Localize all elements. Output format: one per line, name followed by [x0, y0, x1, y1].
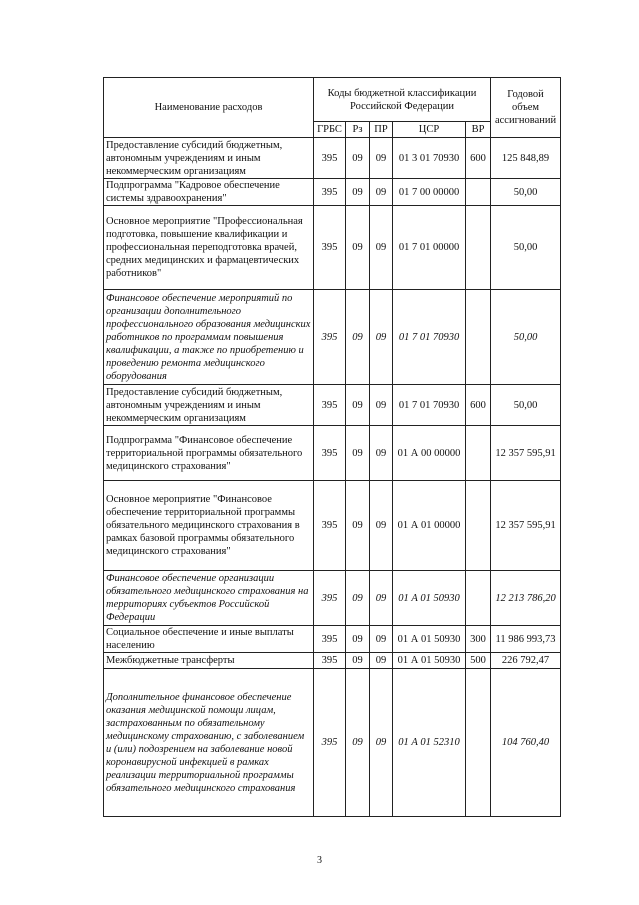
row-rz: 09	[346, 669, 370, 817]
row-grbs: 395	[314, 626, 346, 653]
row-rz: 09	[346, 179, 370, 206]
table-row	[104, 385, 561, 426]
table-row	[104, 290, 561, 385]
row-rz: 09	[346, 653, 370, 669]
row-csr: 01 А 01 50930	[393, 626, 466, 653]
header-csr: ЦСР	[393, 122, 466, 138]
row-name: Предоставление субсидий бюджетным, автономным учреждениям и иным некоммерческим организациям	[104, 385, 314, 426]
row-rz: 09	[346, 426, 370, 481]
row-pr: 09	[370, 653, 393, 669]
row-grbs: 395	[314, 179, 346, 206]
row-pr: 09	[370, 138, 393, 179]
row-name: Финансовое обеспечение мероприятий по организации дополнительного профессионального образования медицинских работников по программам повышения квалификации, а также по приобретению и проведению ремонта медицинского оборудования	[104, 290, 314, 385]
row-vr: 600	[466, 138, 491, 179]
table-row	[104, 138, 561, 179]
row-rz: 09	[346, 206, 370, 290]
row-name: Дополнительное финансовое обеспечение оказания медицинской помощи лицам, застрахованным по обязательному медицинскому страхованию, с заболеванием и (или) подозрением на заболевание новой коронавирусной инфекцией в рамках реализации территориальной программы обязательного медицинского страхования	[104, 669, 314, 817]
table-row	[104, 206, 561, 290]
row-rz: 09	[346, 385, 370, 426]
row-vr	[466, 290, 491, 385]
header-rz: Рз	[346, 122, 370, 138]
row-sum: 50,00	[491, 179, 561, 206]
row-sum: 12 213 786,20	[491, 571, 561, 626]
row-rz: 09	[346, 138, 370, 179]
row-sum: 50,00	[491, 206, 561, 290]
row-pr: 09	[370, 571, 393, 626]
row-vr: 300	[466, 626, 491, 653]
table-row	[104, 571, 561, 626]
table-body	[104, 138, 561, 817]
row-vr	[466, 669, 491, 817]
row-name: Финансовое обеспечение организации обязательного медицинского страхования на территориях субъектов Российской Федерации	[104, 571, 314, 626]
row-vr: 600	[466, 385, 491, 426]
row-name: Межбюджетные трансферты	[104, 653, 314, 669]
table-row	[104, 426, 561, 481]
table-row	[104, 626, 561, 653]
table-row	[104, 481, 561, 571]
row-csr: 01 7 00 00000	[393, 179, 466, 206]
row-pr: 09	[370, 385, 393, 426]
row-vr	[466, 571, 491, 626]
budget-table	[103, 77, 561, 817]
row-pr: 09	[370, 626, 393, 653]
row-name: Предоставление субсидий бюджетным, автономным учреждениям и иным некоммерческим организациям	[104, 138, 314, 179]
row-name: Социальное обеспечение и иные выплаты населению	[104, 626, 314, 653]
row-csr: 01 А 01 50930	[393, 653, 466, 669]
table-row	[104, 669, 561, 817]
row-vr	[466, 206, 491, 290]
row-name: Основное мероприятие "Финансовое обеспечение территориальной программы обязательного медицинского страхования в рамках базовой программы обязательного медицинского страхования"	[104, 481, 314, 571]
row-sum: 50,00	[491, 385, 561, 426]
row-csr: 01 3 01 70930	[393, 138, 466, 179]
row-csr: 01 7 01 70930	[393, 385, 466, 426]
table-header-row	[104, 78, 561, 122]
row-csr: 01 А 00 00000	[393, 426, 466, 481]
row-rz: 09	[346, 626, 370, 653]
row-name: Подпрограмма "Финансовое обеспечение территориальной программы обязательного медицинского страхования"	[104, 426, 314, 481]
row-grbs: 395	[314, 653, 346, 669]
header-grbs: ГРБС	[314, 122, 346, 138]
row-name: Основное мероприятие "Профессиональная подготовка, повышение квалификации и профессиональная переподготовка врачей, средних медицинских и фармацевтических работников"	[104, 206, 314, 290]
row-csr: 01 7 01 70930	[393, 290, 466, 385]
row-csr: 01 А 01 50930	[393, 571, 466, 626]
header-vr: ВР	[466, 122, 491, 138]
row-pr: 09	[370, 290, 393, 385]
row-vr: 500	[466, 653, 491, 669]
table-row	[104, 179, 561, 206]
header-codes: Коды бюджетной классификации Российской Федерации	[314, 78, 491, 122]
row-pr: 09	[370, 481, 393, 571]
table-row	[104, 653, 561, 669]
row-rz: 09	[346, 571, 370, 626]
row-name: Подпрограмма "Кадровое обеспечение системы здравоохранения"	[104, 179, 314, 206]
row-grbs: 395	[314, 571, 346, 626]
header-volume: Годовой объем ассигнований	[491, 78, 561, 138]
row-csr: 01 7 01 00000	[393, 206, 466, 290]
row-sum: 12 357 595,91	[491, 481, 561, 571]
row-grbs: 395	[314, 138, 346, 179]
row-grbs: 395	[314, 481, 346, 571]
row-rz: 09	[346, 290, 370, 385]
row-csr: 01 А 01 00000	[393, 481, 466, 571]
header-pr: ПР	[370, 122, 393, 138]
row-pr: 09	[370, 669, 393, 817]
row-vr	[466, 481, 491, 571]
row-sum: 50,00	[491, 290, 561, 385]
row-sum: 12 357 595,91	[491, 426, 561, 481]
row-grbs: 395	[314, 206, 346, 290]
row-grbs: 395	[314, 426, 346, 481]
row-rz: 09	[346, 481, 370, 571]
row-csr: 01 А 01 52310	[393, 669, 466, 817]
header-name: Наименование расходов	[104, 78, 314, 138]
row-sum: 104 760,40	[491, 669, 561, 817]
row-grbs: 395	[314, 290, 346, 385]
row-vr	[466, 179, 491, 206]
row-grbs: 395	[314, 669, 346, 817]
row-pr: 09	[370, 206, 393, 290]
row-pr: 09	[370, 426, 393, 481]
page-number: 3	[317, 855, 322, 866]
row-sum: 125 848,89	[491, 138, 561, 179]
row-pr: 09	[370, 179, 393, 206]
row-sum: 11 986 993,73	[491, 626, 561, 653]
row-vr	[466, 426, 491, 481]
row-sum: 226 792,47	[491, 653, 561, 669]
row-grbs: 395	[314, 385, 346, 426]
